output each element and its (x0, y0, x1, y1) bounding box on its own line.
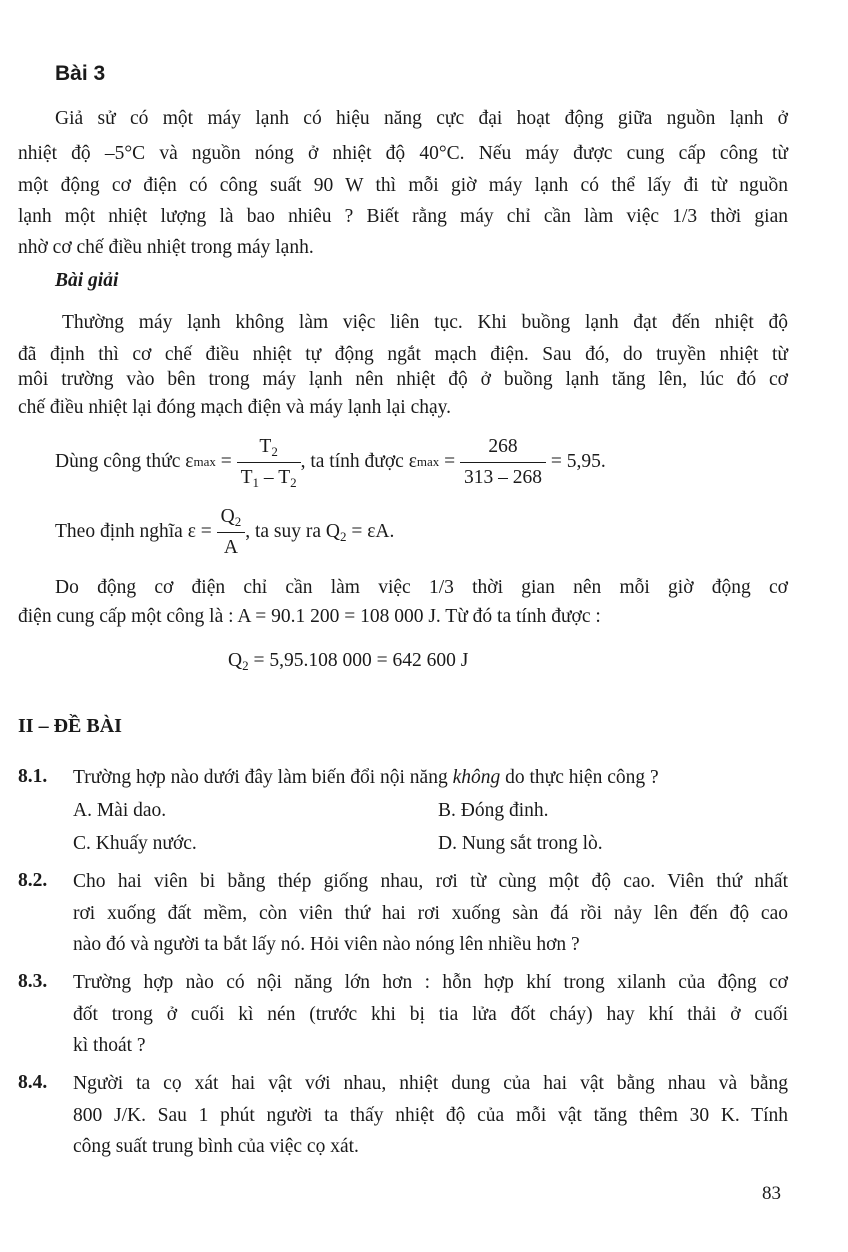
question-line: Người ta cọ xát hai vật với nhau, nhiệt dung của hai vật bằng nhau và bằng (73, 1073, 788, 1094)
solution-title: Bài giải (55, 270, 119, 291)
question-line: rơi xuống đất mềm, còn viên thứ hai rơi xuống sàn đá rồi nảy lên đến độ cao (73, 903, 788, 924)
exercise-line: lạnh một nhiệt lượng là bao nhiêu ? Biết rằng máy chỉ cần làm việc 1/3 thời gian (18, 206, 788, 227)
exercise-line-text: nhiệt độ –5°C và nguồn nóng ở nhiệt độ 40°C. Nếu máy được cung cấp công từ (18, 143, 788, 164)
equals-sign: = (220, 451, 232, 472)
fraction-numerator: 268 (460, 434, 546, 463)
exercise-line (18, 138, 788, 169)
question-line: công suất trung bình của việc cọ xát. (73, 1136, 359, 1157)
fraction-numerator: $Q_2$ (217, 504, 246, 533)
exercise-title: Bài 3 (55, 62, 106, 85)
question-line: Cho hai viên bi bằng thép giống nhau, rơi từ cùng một độ cao. Viên thứ nhất (73, 871, 788, 892)
solution-line: chế điều nhiệt lại đóng mạch điện và máy lạnh lại chạy. (18, 397, 451, 418)
exercise-line: nhờ cơ chế điều nhiệt trong máy lạnh. (18, 237, 314, 258)
fraction-denominator: A (223, 536, 238, 558)
equals-sign: = (444, 451, 456, 472)
emphasis: không (452, 767, 501, 788)
result-line: $Q_2 = 5,95.108$ 000 = 642 600 J (228, 650, 469, 673)
eps-symbol: ε (185, 451, 194, 472)
formula-suffix: , ta suy ra $Q_2 = \varepsilon A$. (245, 521, 395, 544)
formula-result: = 5,95. (550, 451, 606, 472)
solution-line: điện cung cấp một công là : A = 90.1 200 = 108 000 J. Từ đó ta tính được : (18, 606, 601, 627)
fraction-symbolic (237, 434, 301, 491)
option-c: C. Khuấy nước. (73, 833, 197, 854)
fraction-denominator: 313 – 268 (464, 466, 543, 488)
formula-definition (55, 500, 394, 564)
fraction-denominator: $T_1 - T_2$ (240, 466, 297, 490)
solution-line: môi trường vào bên trong máy lạnh nên nhiệt độ ở buồng lạnh tăng lên, lúc đó cơ (18, 369, 788, 390)
formula-efficiency: Dùng công thức ε max = $\frac{T_2}{T_1 - T_2}$ , ta tính được ε max = $\frac{268}{313 - 268}$ = 5,95. (55, 435, 606, 490)
formula-prefix: Dùng công thức (55, 451, 181, 472)
question-line: đốt trong ở cuối kì nén (trước khi bị tia lửa đốt cháy) hay khí thải ở cuối (73, 1004, 788, 1025)
fraction-q-over-a (217, 504, 246, 561)
question-line: 800 J/K. Sau 1 phút người ta thấy nhiệt độ của mỗi vật tăng thêm 30 K. Tính (73, 1105, 788, 1126)
solution-line: đã định thì cơ chế điều nhiệt tự động ngắt mạch điện. Sau đó, do truyền nhiệt từ (18, 344, 788, 365)
section-title: II – ĐỀ BÀI (18, 715, 122, 737)
question-number: 8.3. (18, 971, 48, 992)
eps-symbol: ε (408, 451, 417, 472)
question-line: nào đó và người ta bắt lấy nó. Hỏi viên nào nóng lên nhiều hơn ? (73, 934, 580, 955)
option-b: B. Đóng đinh. (438, 800, 549, 821)
solution-line: Thường máy lạnh không làm việc liên tục. Khi buồng lạnh đạt đến nhiệt độ (62, 312, 788, 333)
page-number: 83 (762, 1183, 781, 1204)
question-number: 8.2. (18, 870, 48, 891)
exercise-line: Giả sử có một máy lạnh có hiệu năng cực đại hoạt động giữa nguồn lạnh ở (55, 108, 788, 129)
solution-line: Do động cơ điện chỉ cần làm việc 1/3 thời gian nên mỗi giờ động cơ (55, 577, 788, 598)
option-a: A. Mài dao. (73, 800, 167, 821)
question-line: kì thoát ? (73, 1035, 146, 1056)
question-number: 8.4. (18, 1072, 48, 1093)
eps-equals: ε = (187, 521, 212, 542)
question-line: Trường hợp nào có nội năng lớn hơn : hỗn hợp khí trong xilanh của động cơ (73, 972, 788, 993)
question-number: 8.1. (18, 766, 48, 787)
exercise-line: một động cơ điện có công suất 90 W thì mỗi giờ máy lạnh có thể lấy đi từ nguồn (18, 175, 788, 196)
formula-prefix: Theo định nghĩa (55, 521, 183, 542)
fraction-numeric (460, 434, 546, 491)
option-d: D. Nung sắt trong lò. (438, 833, 603, 854)
question-text: Trường hợp nào dưới đây làm biến đổi nội năng không do thực hiện công ? (73, 767, 659, 788)
formula-mid: , ta tính được (300, 451, 404, 472)
fraction-numerator: $T_2$ (237, 434, 301, 463)
